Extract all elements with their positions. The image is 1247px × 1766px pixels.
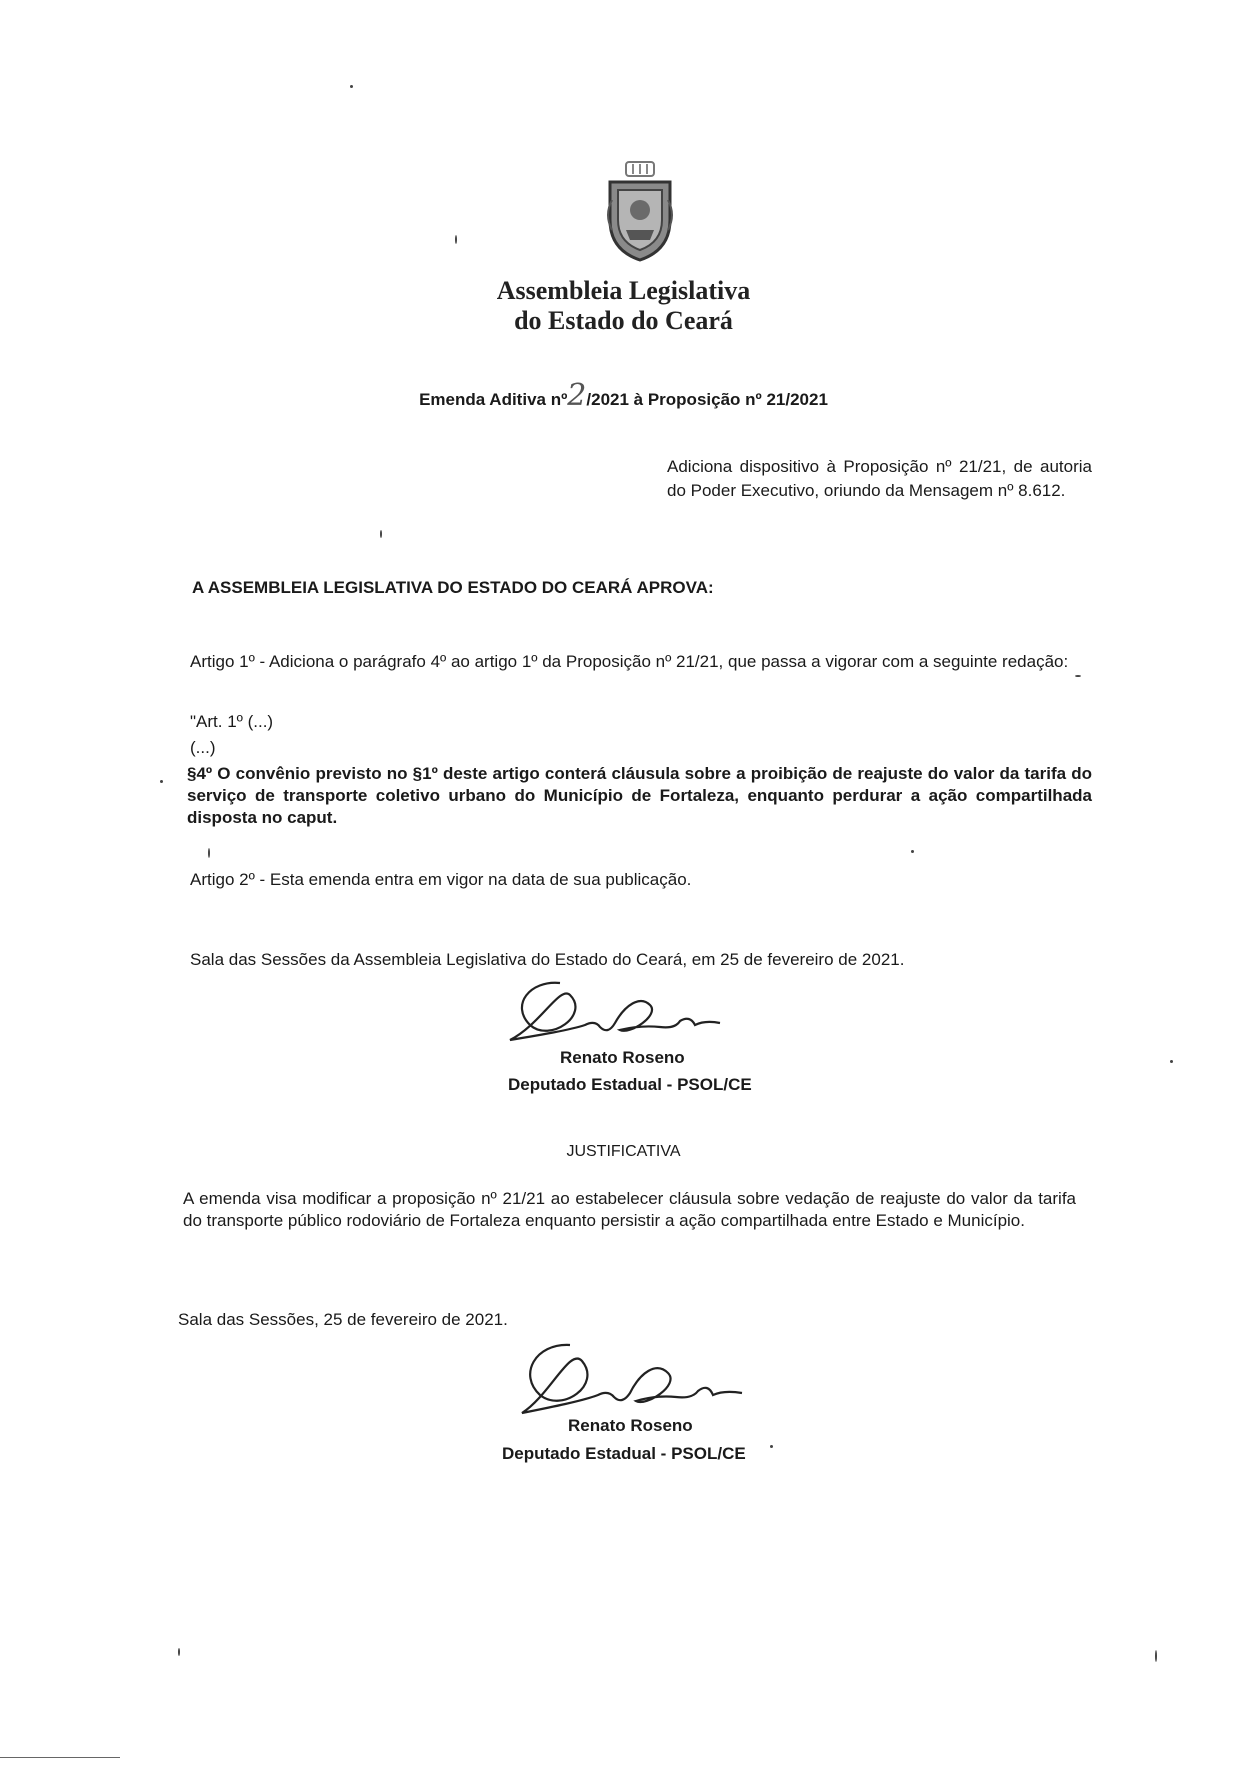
scan-speck: [178, 1648, 180, 1656]
signer-name-1: Renato Roseno: [560, 1048, 685, 1067]
state-coat-of-arms-icon: [600, 160, 680, 265]
signer-role-1: Deputado Estadual - PSOL/CE: [508, 1075, 752, 1094]
scan-speck: [350, 85, 353, 88]
scan-edge-line: [0, 1757, 120, 1758]
article-1-quote: "Art. 1º (...): [190, 712, 274, 731]
scan-speck: [1170, 1060, 1173, 1063]
justification-title: JUSTIFICATIVA: [566, 1143, 681, 1160]
article-ellipsis: (...): [190, 738, 216, 757]
scan-speck: [770, 1445, 773, 1448]
amendment-summary: Adiciona dispositivo à Proposição nº 21/21, de autoria do Poder Executivo, oriundo da Mensagem nº 8.612.: [667, 457, 1092, 500]
scan-speck: [1155, 1650, 1157, 1662]
scan-speck: [1075, 675, 1081, 677]
justification-text: A emenda visa modificar a proposição nº 21/21 ao estabelecer cláusula sobre vedação de reajuste do valor da tarifa do transporte público rodoviário de Fortaleza enquanto persistir a ação compartilhada entre Estado e Município.: [183, 1189, 1076, 1230]
scan-speck: [911, 850, 914, 853]
article-1: Artigo 1º - Adiciona o parágrafo 4º ao artigo 1º da Proposição nº 21/21, que passa a vigorar com a seguinte redação:: [190, 652, 1069, 671]
scan-speck: [455, 235, 457, 244]
scan-speck: [208, 848, 210, 858]
paragraph-4: §4º O convênio previsto no §1º deste artigo conterá cláusula sobre a proibição de reajuste do valor da tarifa do serviço de transporte coletivo urbano do Município de Fortaleza, enquanto perdurar a ação compartilhada disposta no caput.: [187, 764, 1092, 827]
scan-speck: [380, 530, 382, 538]
amendment-suffix: /2021 à Proposição nº 21/2021: [586, 390, 828, 409]
scan-speck: [160, 780, 163, 783]
approval-statement: A ASSEMBLEIA LEGISLATIVA DO ESTADO DO CEARÁ APROVA:: [192, 578, 714, 597]
signer-role-2: Deputado Estadual - PSOL/CE: [502, 1444, 746, 1463]
amendment-handwritten-number: 2: [567, 378, 587, 413]
org-title-line1: Assembleia Legislativa: [496, 276, 751, 305]
session-closing-2: Sala das Sessões, 25 de fevereiro de 2021.: [178, 1310, 508, 1329]
amendment-prefix: Emenda Aditiva nº: [419, 390, 568, 409]
org-title-line2: do Estado do Ceará: [514, 306, 733, 335]
signature-1: [500, 975, 730, 1055]
session-closing-1: Sala das Sessões da Assembleia Legislativa do Estado do Ceará, em 25 de fevereiro de 2021.: [190, 950, 905, 969]
signer-name-2: Renato Roseno: [568, 1416, 693, 1435]
article-2: Artigo 2º - Esta emenda entra em vigor na data de sua publicação.: [190, 870, 692, 889]
amendment-heading: [0, 378, 1247, 413]
